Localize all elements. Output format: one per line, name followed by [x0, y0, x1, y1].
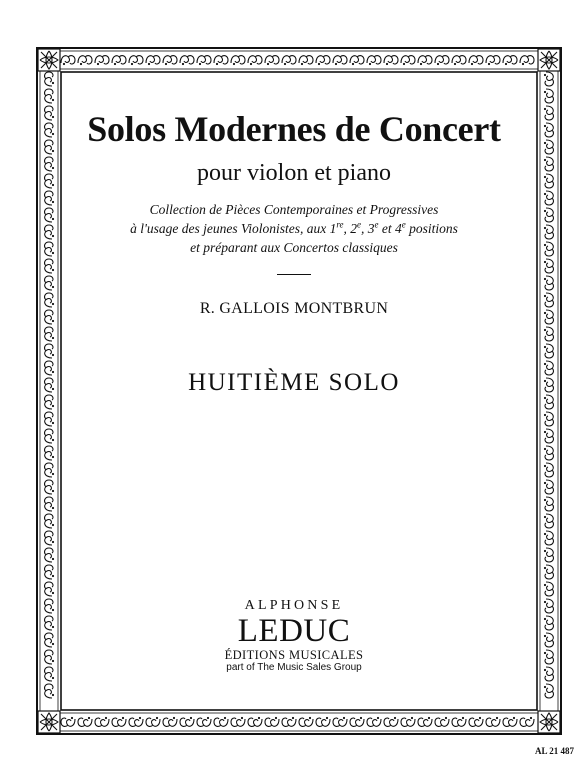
vine-scroll-icon — [95, 56, 109, 66]
vine-scroll-icon — [112, 56, 126, 66]
vine-scroll-icon — [401, 717, 415, 727]
vine-scroll-icon — [129, 717, 143, 727]
vine-scroll-icon — [78, 56, 92, 66]
vine-scroll-icon — [544, 684, 554, 698]
vine-scroll-icon — [544, 412, 554, 426]
vine-scroll-icon — [78, 717, 92, 727]
vine-scroll-icon — [214, 56, 228, 66]
vine-scroll-icon — [350, 717, 364, 727]
publisher-brand-line-1: ALPHONSE — [244, 598, 344, 613]
vine-scroll-icon — [45, 123, 55, 137]
vine-scroll-icon — [197, 56, 211, 66]
vine-scroll-icon — [45, 225, 55, 239]
vine-scroll-icon — [163, 717, 177, 727]
vine-scroll-icon — [544, 106, 554, 120]
vine-scroll-icon — [95, 717, 109, 727]
vine-scroll-icon — [544, 140, 554, 154]
vine-scroll-icon — [45, 140, 55, 154]
vine-scroll-icon — [544, 582, 554, 596]
vine-scroll-icon — [45, 361, 55, 375]
vine-scroll-icon — [231, 56, 245, 66]
vine-scroll-icon — [544, 480, 554, 494]
fleur-corner-icon — [538, 49, 560, 71]
cover-subtitle: pour violon et piano — [197, 160, 391, 186]
vine-scroll-icon — [45, 310, 55, 324]
vine-scroll-icon — [544, 157, 554, 171]
vine-scroll-icon — [544, 259, 554, 273]
vine-scroll-icon — [45, 463, 55, 477]
vine-scroll-icon — [544, 89, 554, 103]
description-line-1: Collection de Pièces Contemporaines et Progressives — [149, 202, 439, 217]
vine-scroll-icon — [112, 717, 126, 727]
vine-scroll-icon — [282, 56, 296, 66]
vine-scroll-icon — [231, 717, 245, 727]
vine-scroll-icon — [45, 89, 55, 103]
vine-scroll-icon — [333, 56, 347, 66]
vine-scroll-icon — [486, 56, 500, 66]
vine-scroll-icon — [282, 717, 296, 727]
cover-content — [70, 108, 518, 398]
vine-scroll-icon — [544, 276, 554, 290]
vine-scroll-icon — [45, 548, 55, 562]
vine-scroll-icon — [45, 378, 55, 392]
vine-scroll-icon — [418, 717, 432, 727]
solo-title: HUITIÈME SOLO — [188, 369, 400, 397]
vine-scroll-icon — [45, 242, 55, 256]
vine-scroll-icon — [316, 717, 330, 727]
vine-scroll-icon — [544, 463, 554, 477]
vine-scroll-icon — [45, 565, 55, 579]
vine-scroll-icon — [45, 514, 55, 528]
composer-name: R. GALLOIS MONTBRUN — [199, 300, 389, 318]
vine-scroll-icon — [544, 361, 554, 375]
vine-scroll-icon — [163, 56, 177, 66]
vine-scroll-icon — [333, 717, 347, 727]
vine-scroll-icon — [544, 225, 554, 239]
vine-scroll-icon — [61, 717, 75, 727]
vine-scroll-icon — [544, 123, 554, 137]
vine-scroll-icon — [45, 106, 55, 120]
vine-scroll-icon — [367, 717, 381, 727]
vine-scroll-icon — [544, 208, 554, 222]
vine-scroll-icon — [146, 56, 160, 66]
vine-scroll-icon — [45, 497, 55, 511]
vine-scroll-icon — [45, 531, 55, 545]
vine-scroll-icon — [544, 650, 554, 664]
vine-scroll-icon — [401, 56, 415, 66]
vine-scroll-icon — [45, 259, 55, 273]
vine-scroll-icon — [367, 56, 381, 66]
vine-scroll-icon — [544, 446, 554, 460]
vine-scroll-icon — [129, 56, 143, 66]
vine-scroll-icon — [45, 191, 55, 205]
vine-scroll-icon — [180, 717, 194, 727]
publisher-group: part of The Music Sales Group — [226, 662, 362, 673]
vine-scroll-icon — [544, 174, 554, 188]
vine-scroll-icon — [45, 599, 55, 613]
divider-rule — [277, 274, 311, 275]
vine-scroll-icon — [520, 717, 534, 727]
vine-scroll-icon — [45, 429, 55, 443]
vine-scroll-icon — [45, 684, 55, 698]
vine-scroll-icon — [544, 548, 554, 562]
description-line-2: à l'usage des jeunes Violonistes, aux 1re, 2e, 3e et 4e positions — [130, 219, 458, 236]
vine-scroll-icon — [45, 667, 55, 681]
vine-scroll-icon — [544, 633, 554, 647]
vine-scroll-icon — [248, 56, 262, 66]
vine-scroll-icon — [544, 327, 554, 341]
vine-scroll-icon — [45, 276, 55, 290]
vine-scroll-icon — [384, 56, 398, 66]
vine-scroll-icon — [265, 56, 279, 66]
vine-scroll-icon — [544, 497, 554, 511]
vine-scroll-icon — [544, 429, 554, 443]
fleur-corner-icon — [38, 711, 60, 733]
vine-scroll-icon — [45, 72, 55, 86]
vine-scroll-icon — [544, 72, 554, 86]
vine-scroll-icon — [544, 293, 554, 307]
vine-scroll-icon — [248, 717, 262, 727]
vine-scroll-icon — [469, 717, 483, 727]
vine-scroll-icon — [45, 208, 55, 222]
vine-scroll-icon — [45, 327, 55, 341]
vine-scroll-icon — [61, 56, 75, 66]
vine-scroll-icon — [544, 310, 554, 324]
vine-scroll-icon — [146, 717, 160, 727]
vine-scroll-icon — [45, 480, 55, 494]
vine-scroll-icon — [544, 395, 554, 409]
vine-scroll-icon — [418, 56, 432, 66]
vine-scroll-icon — [435, 56, 449, 66]
vine-scroll-icon — [544, 531, 554, 545]
catalog-number: AL 21 487 — [534, 746, 574, 756]
publisher-logo — [194, 598, 394, 674]
vine-scroll-icon — [214, 717, 228, 727]
vine-scroll-icon — [299, 56, 313, 66]
vine-scroll-icon — [503, 56, 517, 66]
vine-scroll-icon — [350, 56, 364, 66]
vine-scroll-icon — [45, 412, 55, 426]
fleur-corner-icon — [38, 49, 60, 71]
vine-scroll-icon — [45, 395, 55, 409]
vine-scroll-icon — [544, 191, 554, 205]
vine-scroll-icon — [45, 344, 55, 358]
vine-scroll-icon — [45, 157, 55, 171]
vine-scroll-icon — [384, 717, 398, 727]
vine-scroll-icon — [544, 565, 554, 579]
vine-scroll-icon — [503, 717, 517, 727]
vine-scroll-icon — [544, 616, 554, 630]
publisher-editions: ÉDITIONS MUSICALES — [224, 648, 364, 662]
vine-scroll-icon — [45, 582, 55, 596]
vine-scroll-icon — [544, 344, 554, 358]
vine-scroll-icon — [299, 717, 313, 727]
fleur-corner-icon — [538, 711, 560, 733]
vine-scroll-icon — [520, 56, 534, 66]
vine-scroll-icon — [486, 717, 500, 727]
description-line-3: et préparant aux Concertos classiques — [190, 240, 398, 255]
vine-scroll-icon — [452, 56, 466, 66]
vine-scroll-icon — [265, 717, 279, 727]
vine-scroll-icon — [544, 599, 554, 613]
vine-scroll-icon — [544, 514, 554, 528]
vine-scroll-icon — [544, 378, 554, 392]
vine-scroll-icon — [452, 717, 466, 727]
vine-scroll-icon — [45, 616, 55, 630]
publisher-brand-line-2: LEDUC — [237, 613, 351, 649]
vine-scroll-icon — [45, 293, 55, 307]
vine-scroll-icon — [45, 650, 55, 664]
vine-scroll-icon — [316, 56, 330, 66]
vine-scroll-icon — [45, 446, 55, 460]
vine-scroll-icon — [45, 174, 55, 188]
vine-scroll-icon — [544, 667, 554, 681]
vine-scroll-icon — [180, 56, 194, 66]
vine-scroll-icon — [45, 633, 55, 647]
vine-scroll-icon — [197, 717, 211, 727]
vine-scroll-icon — [469, 56, 483, 66]
vine-scroll-icon — [435, 717, 449, 727]
cover-title: Solos Modernes de Concert — [87, 109, 501, 149]
collection-description — [70, 200, 518, 257]
vine-scroll-icon — [544, 242, 554, 256]
